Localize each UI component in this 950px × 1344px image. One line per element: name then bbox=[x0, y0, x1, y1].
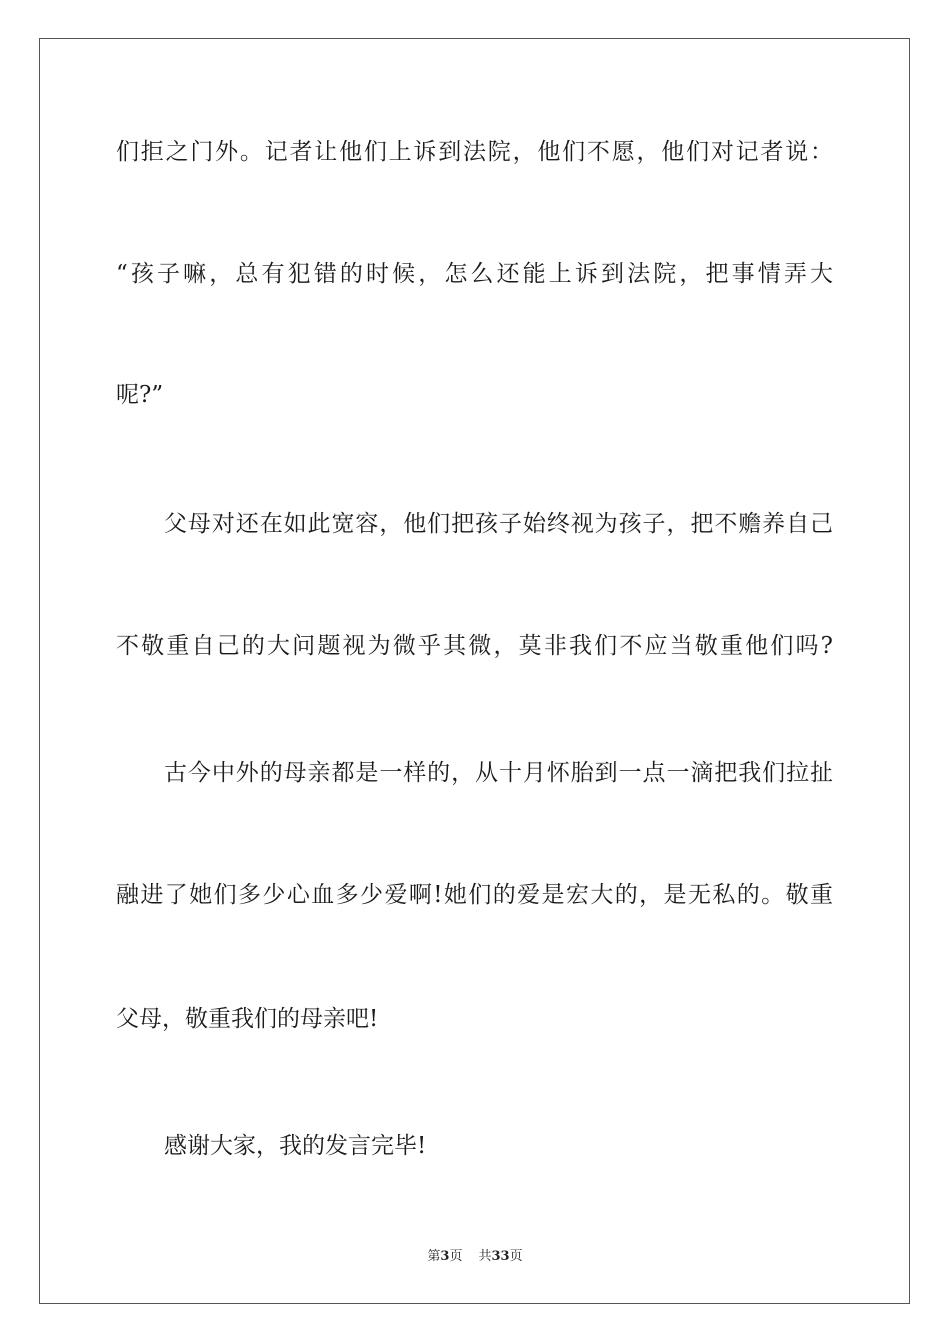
page-prefix: 第 bbox=[427, 1249, 441, 1264]
paragraph-start-2: 古今中外的母亲都是一样的，从十月怀胎到一点一滴把我们拉扯 bbox=[164, 760, 833, 786]
text-line-3: 呢?” bbox=[116, 382, 164, 408]
text-line-5: 不敬重自己的大问题视为微乎其微，莫非我们不应当敬重他们吗? bbox=[116, 633, 833, 659]
paragraph-start-1: 父母对还在如此宽容，他们把孩子始终视为孩子，把不赡养自己 bbox=[164, 511, 833, 537]
paragraph-start-3: 感谢大家，我的发言完毕! bbox=[164, 1133, 427, 1159]
page-number: 3 bbox=[440, 1249, 450, 1264]
total-prefix: 共 bbox=[478, 1249, 492, 1264]
text-line-1: 们拒之门外。记者让他们上诉到法院，他们不愿，他们对记者说： bbox=[116, 139, 833, 165]
text-line-7: 融进了她们多少心血多少爱啊!她们的爱是宏大的，是无私的。敬重 bbox=[116, 882, 833, 908]
page-border bbox=[39, 38, 910, 1304]
page-suffix: 页 bbox=[449, 1249, 463, 1264]
total-pages: 33 bbox=[491, 1249, 510, 1264]
text-line-2: “孩子嘛，总有犯错的时候，怎么还能上诉到法院，把事情弄大 bbox=[116, 261, 833, 287]
page-footer bbox=[0, 1248, 950, 1266]
total-suffix: 页 bbox=[509, 1249, 523, 1264]
text-line-8: 父母，敬重我们的母亲吧! bbox=[116, 1006, 379, 1032]
